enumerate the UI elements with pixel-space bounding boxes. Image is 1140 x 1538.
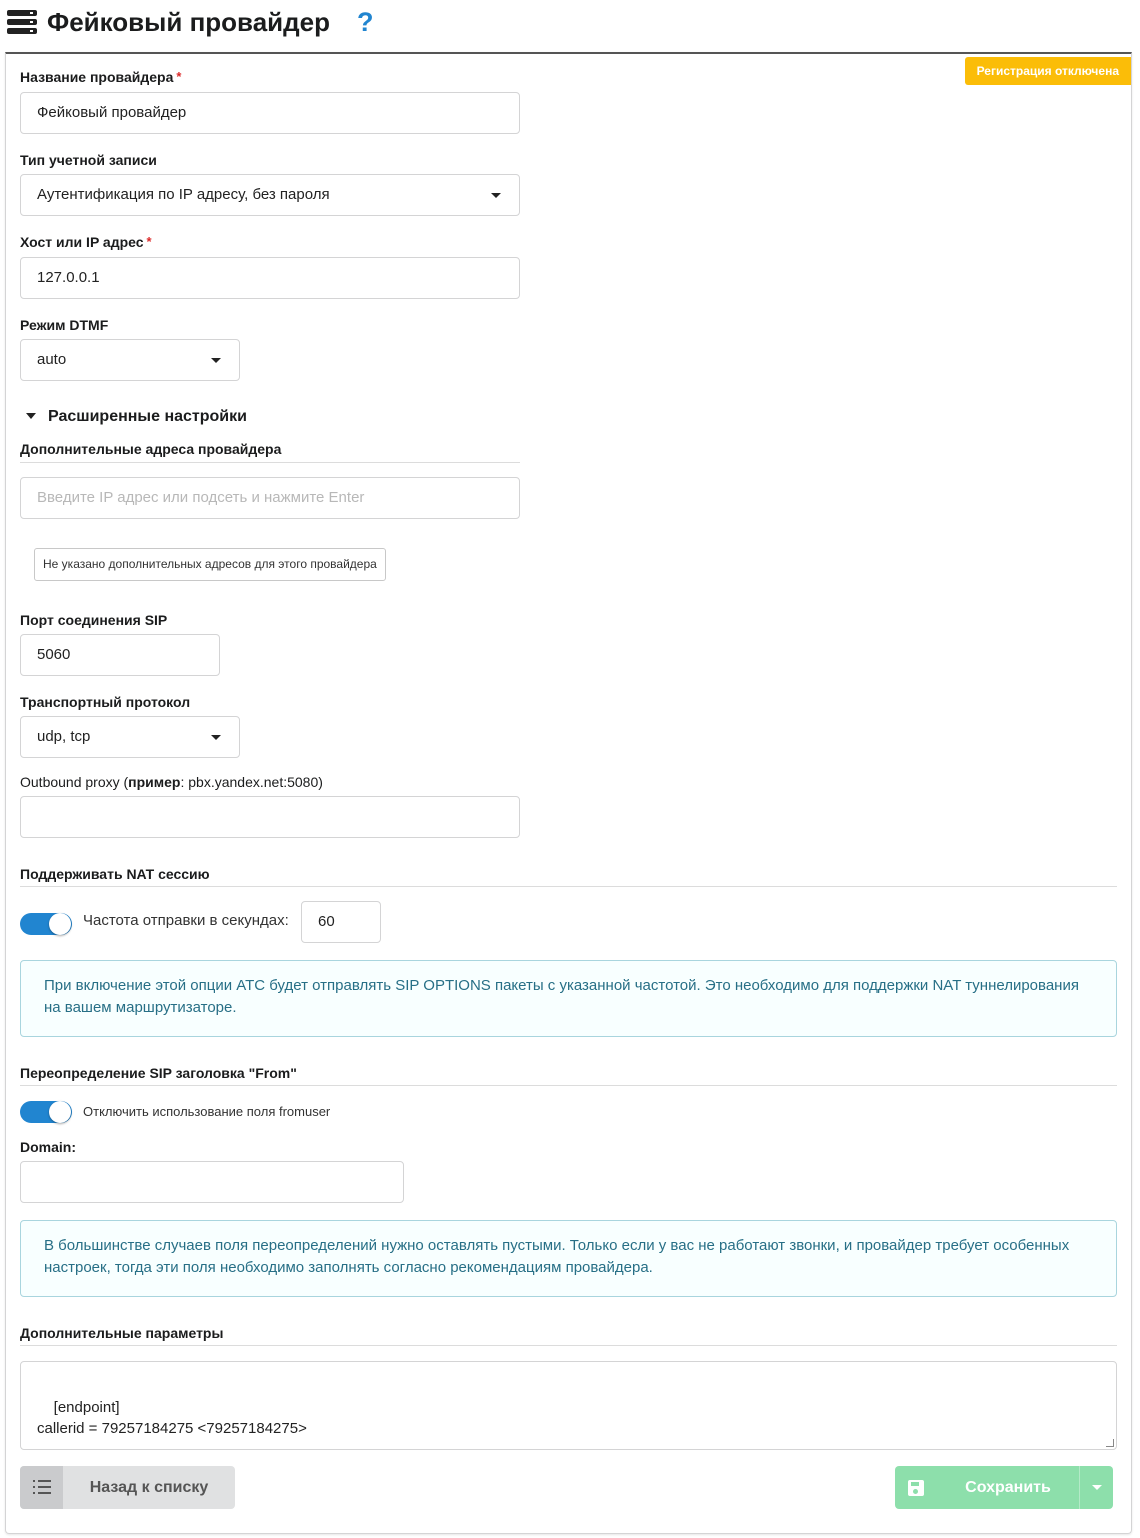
transport-value: udp, tcp bbox=[37, 728, 91, 745]
host-label: Хост или IP адрес * bbox=[20, 234, 152, 250]
extra-params-value: [endpoint] callerid = 79257184275 <79257184275> bbox=[37, 1399, 307, 1437]
chevron-down-icon bbox=[1092, 1485, 1102, 1490]
transport-dropdown[interactable] bbox=[20, 716, 240, 758]
account-type-value: Аутентификация по IP адресу, без пароля bbox=[37, 186, 330, 203]
save-options-dropdown[interactable] bbox=[1079, 1466, 1113, 1509]
dropdown-caret-icon bbox=[211, 358, 221, 363]
nat-frequency-input[interactable]: 60 bbox=[301, 901, 381, 943]
additional-addresses-label: Дополнительные адреса провайдера bbox=[20, 441, 282, 457]
dtmf-mode-label: Режим DTMF bbox=[20, 317, 109, 333]
toggle-knob bbox=[49, 913, 71, 935]
required-mark: * bbox=[176, 69, 182, 84]
registration-status-badge: Регистрация отключена bbox=[965, 57, 1131, 85]
override-info-message: В большинстве случаев поля переопределений нужно оставлять пустыми. Только если у вас не работают звонки, и провайдер требует особенных настроек, тогда эти поля необходимо заполнять согласно рекомендациям провайдера. bbox=[20, 1220, 1117, 1297]
caret-down-icon bbox=[26, 413, 36, 419]
nat-toggle[interactable] bbox=[20, 913, 72, 935]
save-icon bbox=[908, 1480, 924, 1496]
additional-address-input[interactable]: Введите IP адрес или подсеть и нажмите Enter bbox=[20, 477, 520, 519]
nat-section-label: Поддерживать NAT сессию bbox=[20, 866, 210, 882]
outbound-proxy-label: Outbound proxy (пример: pbx.yandex.net:5080) bbox=[20, 774, 323, 790]
account-type-label: Тип учетной записи bbox=[20, 152, 157, 168]
from-override-label: Переопределение SIP заголовка "From" bbox=[20, 1065, 297, 1081]
divider bbox=[20, 462, 520, 463]
provider-name-input[interactable]: Фейковый провайдер bbox=[20, 92, 520, 134]
outbound-proxy-input[interactable] bbox=[20, 796, 520, 838]
extra-params-label: Дополнительные параметры bbox=[20, 1325, 224, 1341]
back-button-label: Назад к списку bbox=[89, 1479, 209, 1496]
advanced-settings-toggle[interactable]: Расширенные настройки bbox=[20, 408, 247, 426]
dtmf-mode-dropdown[interactable] bbox=[20, 339, 240, 381]
back-button-icon-area bbox=[20, 1466, 63, 1509]
disable-fromuser-label: Отключить использование поля fromuser bbox=[83, 1104, 331, 1119]
provider-form bbox=[5, 52, 1132, 1534]
account-type-dropdown[interactable] bbox=[20, 174, 520, 216]
help-icon[interactable]: ? bbox=[357, 7, 374, 37]
required-mark: * bbox=[146, 234, 152, 249]
list-icon bbox=[33, 1480, 51, 1494]
toggle-knob bbox=[49, 1101, 71, 1123]
extra-params-textarea[interactable] bbox=[20, 1361, 1117, 1450]
disable-fromuser-toggle[interactable] bbox=[20, 1101, 72, 1123]
dropdown-caret-icon bbox=[491, 193, 501, 198]
divider bbox=[20, 1085, 1117, 1086]
page-title: Фейковый провайдер bbox=[47, 7, 330, 37]
nat-frequency-label: Частота отправки в секундах: bbox=[83, 912, 289, 929]
sip-port-label: Порт соединения SIP bbox=[20, 612, 168, 628]
back-to-list-button[interactable] bbox=[20, 1466, 235, 1509]
server-icon bbox=[7, 10, 37, 34]
host-input[interactable]: 127.0.0.1 bbox=[20, 257, 520, 299]
provider-name-label: Название провайдера * bbox=[20, 69, 182, 85]
save-button[interactable] bbox=[895, 1466, 1113, 1509]
page-header bbox=[0, 0, 1140, 48]
sip-port-input[interactable]: 5060 bbox=[20, 634, 220, 676]
dtmf-mode-value: auto bbox=[37, 351, 67, 368]
divider bbox=[20, 886, 1117, 887]
domain-label: Domain: bbox=[20, 1139, 76, 1155]
no-addresses-note: Не указано дополнительных адресов для этого провайдера bbox=[34, 548, 386, 581]
dropdown-caret-icon bbox=[211, 735, 221, 740]
divider bbox=[20, 1345, 1117, 1346]
nat-info-message: При включение этой опции АТС будет отправлять SIP OPTIONS пакеты с указанной частотой. Это необходимо для поддержки NAT туннелирования на вашем маршрутизаторе. bbox=[20, 960, 1117, 1037]
transport-label: Транспортный протокол bbox=[20, 694, 191, 710]
domain-input[interactable] bbox=[20, 1161, 404, 1203]
save-button-label: Сохранить bbox=[965, 1479, 1051, 1496]
resize-grip-icon[interactable] bbox=[1106, 1439, 1114, 1447]
